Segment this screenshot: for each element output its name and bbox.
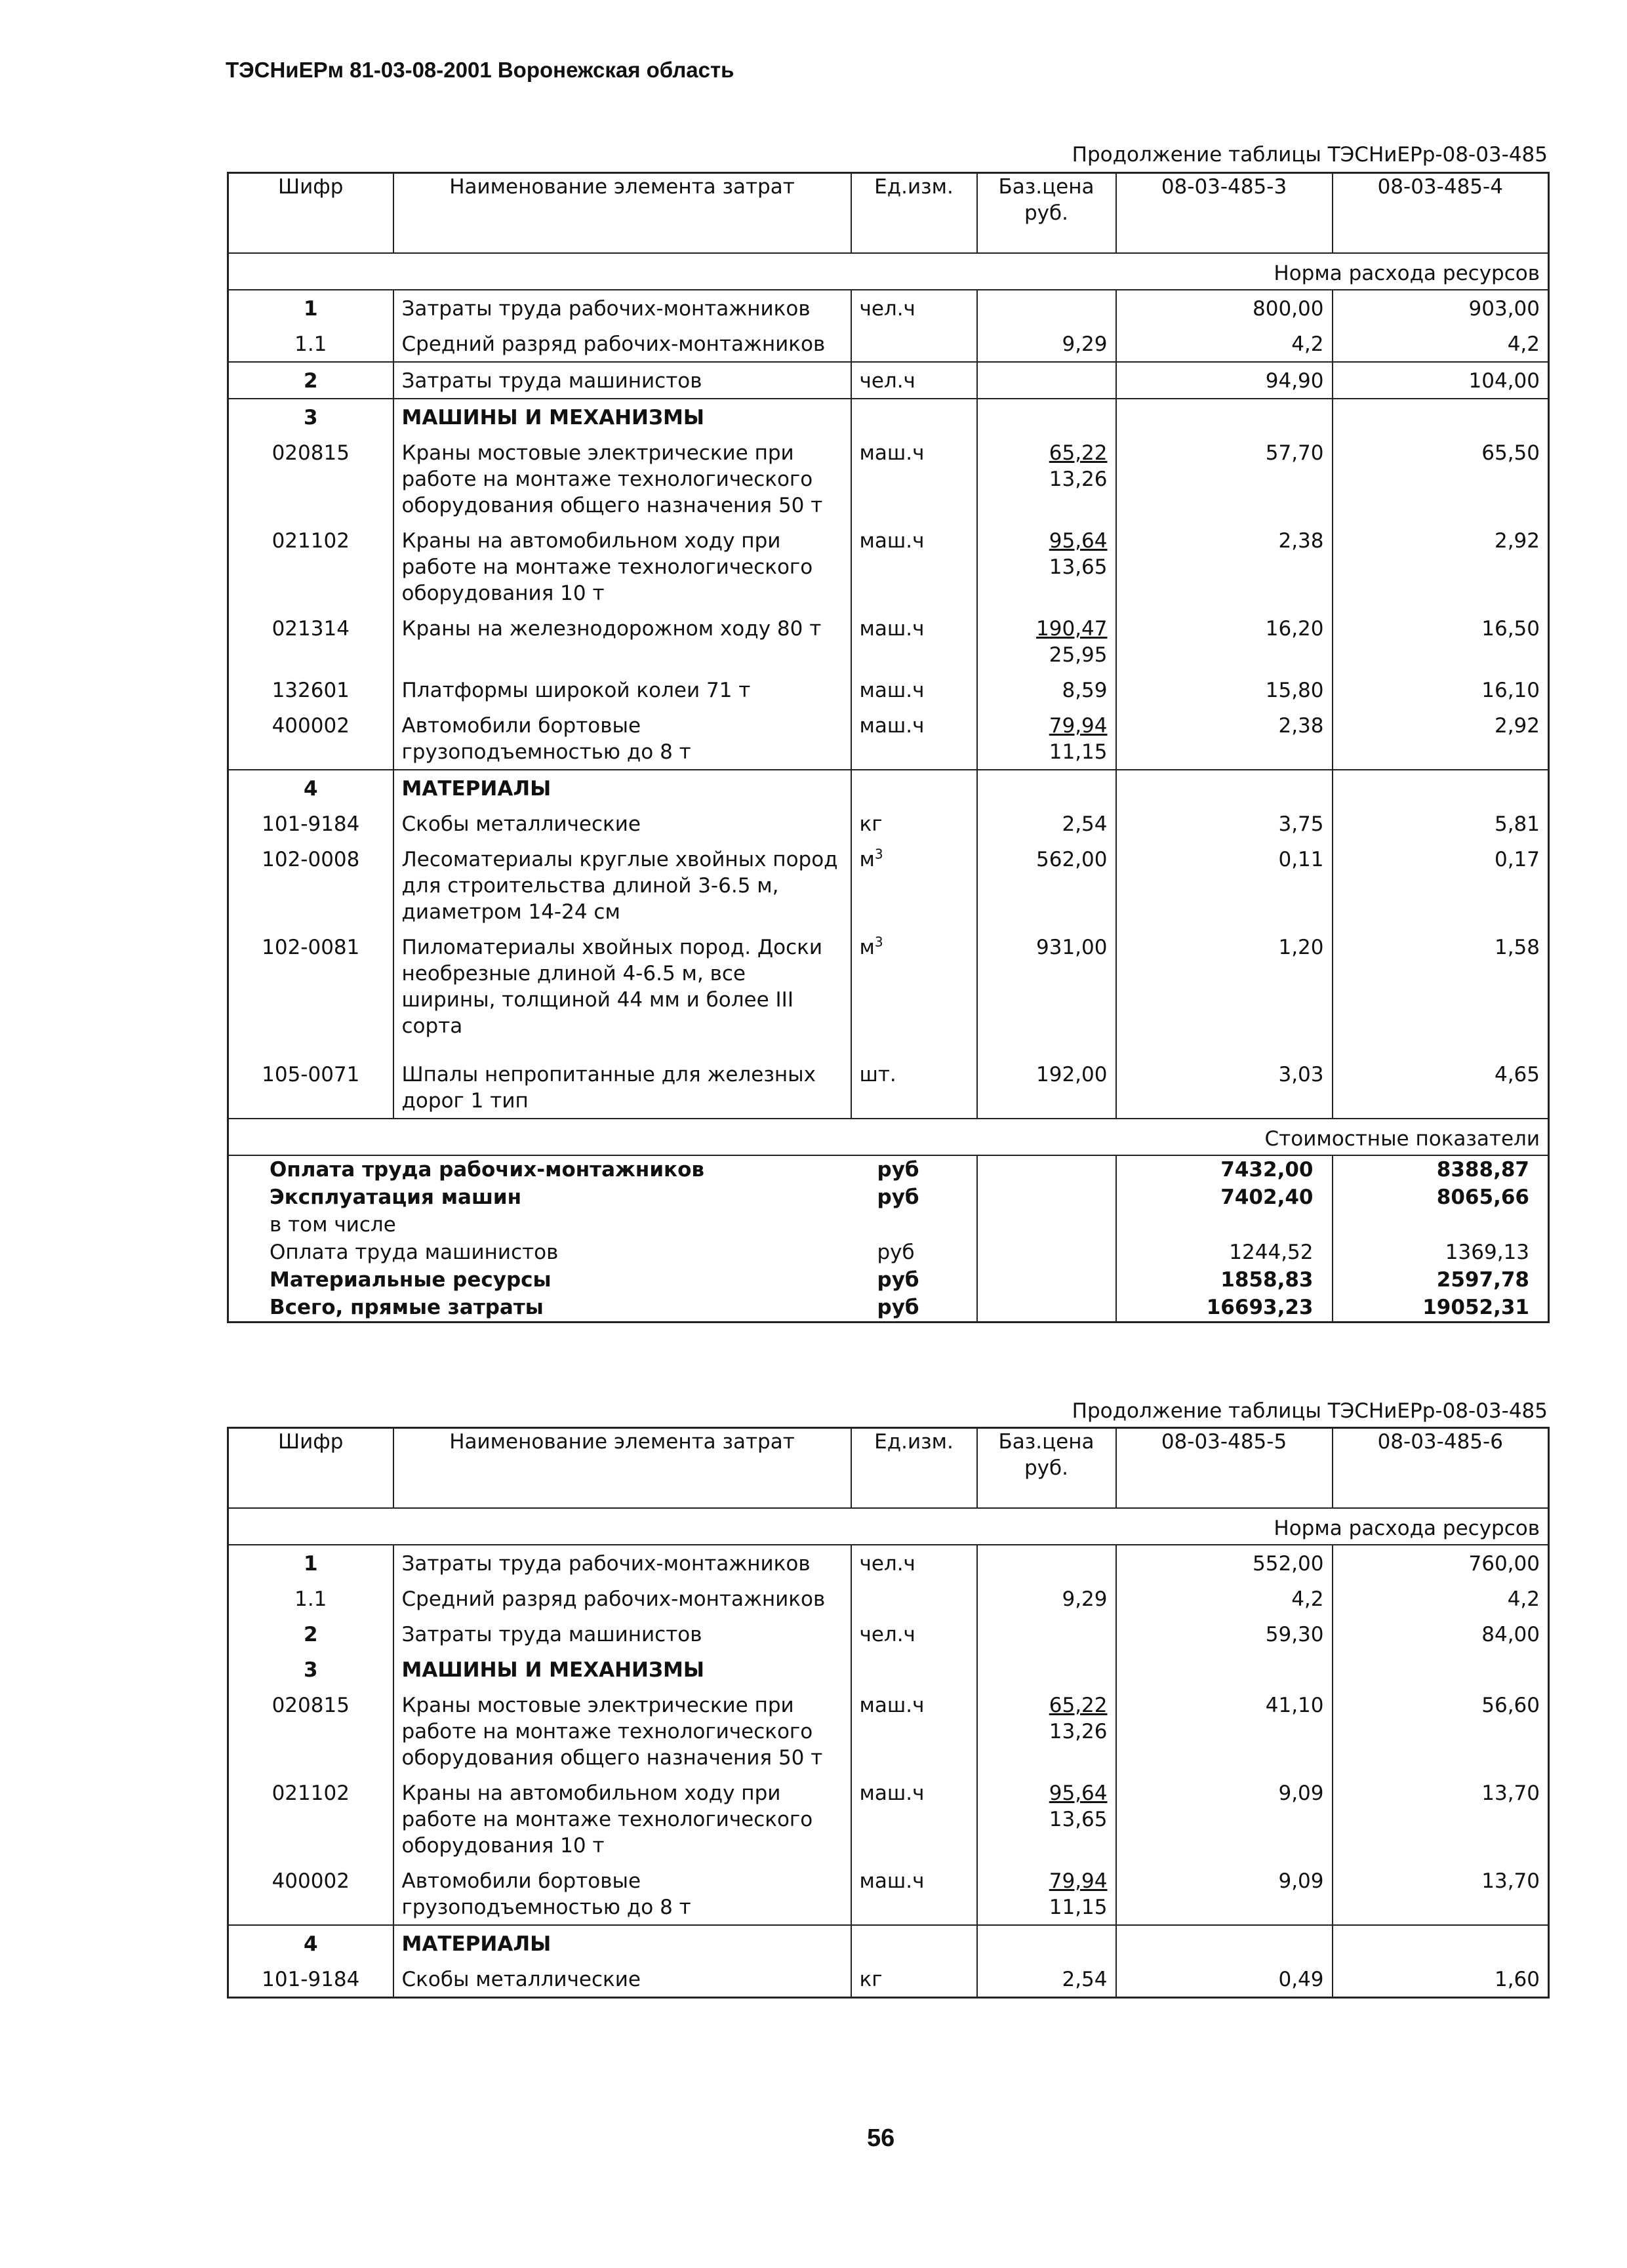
table-row [228, 326, 1549, 362]
price-value: 190,47 [1036, 617, 1108, 641]
cell-price [977, 1687, 1116, 1775]
cell-code: 400002 [228, 1863, 393, 1925]
table-row [228, 1581, 1549, 1616]
table-row [228, 1056, 1549, 1119]
cell-value-2 [1333, 1925, 1549, 1961]
cell-unit: кг [851, 1961, 977, 1998]
cell-value-2: 760,00 [1468, 1552, 1540, 1576]
summary-price [977, 1211, 1116, 1239]
cell-value-2: 104,00 [1333, 362, 1549, 399]
summary-value-1: 7402,40 [1116, 1184, 1333, 1211]
col-header-v2: 08-03-485-6 [1333, 1428, 1549, 1509]
table-row [228, 707, 1549, 770]
cell-unit [851, 399, 977, 435]
cell-name: Затраты труда машинистов [393, 362, 851, 399]
cell-name: МАШИНЫ И МЕХАНИЗМЫ [393, 399, 851, 435]
cell-unit: чел.ч [851, 1616, 977, 1652]
cell-name: Шпалы непропитанные для железных дорог 1 тип [393, 1056, 851, 1119]
summary-row [228, 1184, 1549, 1211]
cell-price [977, 806, 1116, 841]
table-row [228, 399, 1549, 435]
cell-unit [851, 1925, 977, 1961]
col-header-unit: Ед.изм. [851, 173, 977, 254]
cell-price [977, 707, 1116, 770]
cell-name: Краны на автомобильном ходу при работе на монтаже технологического оборудования 10 т [393, 523, 851, 610]
col-header-name: Наименование элемента затрат [393, 1428, 851, 1509]
cell-value-1: 9,09 [1116, 1775, 1333, 1863]
summary-unit: руб [851, 1294, 977, 1323]
cell-price [977, 929, 1116, 1043]
cell-unit [851, 929, 977, 1043]
cell-code: 2 [228, 1616, 393, 1652]
summary-row [228, 1155, 1549, 1184]
price-value: 9,29 [1062, 332, 1108, 356]
col-header-code: Шифр [228, 1428, 393, 1509]
cell-price [977, 362, 1116, 399]
cell-value-1: 800,00 [1116, 290, 1333, 326]
table-row [228, 1775, 1549, 1863]
price-wage-value: 11,15 [1049, 1896, 1108, 1919]
cell-unit: шт. [851, 1056, 977, 1119]
cell-name: МАТЕРИАЛЫ [393, 770, 851, 806]
summary-value-2 [1333, 1211, 1549, 1239]
cell-value-1: 1,20 [1116, 929, 1333, 1043]
cell-unit: кг [851, 806, 977, 841]
summary-name: Оплата труда машинистов [270, 1241, 559, 1264]
spacer-cell [977, 1043, 1116, 1056]
cell-name: Скобы металлические [393, 806, 851, 841]
cell-unit: маш.ч [851, 523, 977, 610]
cell-price [977, 1775, 1116, 1863]
cell-unit [851, 770, 977, 806]
cell-code: 132601 [228, 672, 393, 707]
cell-unit: чел.ч [851, 1545, 977, 1581]
summary-value-2: 2597,78 [1436, 1268, 1529, 1292]
header-row [228, 1428, 1549, 1509]
summary-row [228, 1211, 1549, 1239]
cell-value-1: 0,11 [1116, 841, 1333, 929]
col-header-v1: 08-03-485-5 [1116, 1428, 1333, 1509]
cell-value-1: 4,2 [1116, 1581, 1333, 1616]
cell-name: Краны мостовые электрические при работе на монтаже технологического оборудования общего назначения 50 т [393, 435, 851, 523]
cell-value-2: 2,92 [1494, 529, 1540, 553]
cell-name: Автомобили бортовые грузоподъемностью до 8 т [393, 707, 851, 770]
cell-price [977, 1545, 1116, 1581]
cell-code: 102-0008 [228, 841, 393, 929]
cell-price [977, 399, 1116, 435]
cell-value-2: 5,81 [1494, 812, 1540, 836]
section-norm-label: Норма расхода ресурсов [228, 1508, 1549, 1545]
summary-value-1 [1116, 1211, 1333, 1239]
table-row [228, 1652, 1549, 1687]
col-header-code: Шифр [228, 173, 393, 254]
cell-value-2: 16,10 [1481, 679, 1540, 702]
summary-value-2: 19052,31 [1422, 1296, 1529, 1319]
document-header: ТЭСНиЕРм 81-03-08-2001 Воронежская область [226, 58, 734, 82]
table-row [228, 1863, 1549, 1925]
table1-caption: Продолжение таблицы ТЭСНиЕРр-08-03-485 [1072, 143, 1548, 167]
table-row [228, 1687, 1549, 1775]
cell-value-1 [1116, 1652, 1333, 1687]
header-row [228, 173, 1549, 254]
unit-exponent: 3 [874, 846, 883, 862]
price-wage-value: 25,95 [1049, 643, 1108, 667]
spacer-row [228, 1043, 1549, 1056]
cell-code: 105-0071 [228, 1056, 393, 1119]
cell-value-2: 2,92 [1494, 714, 1540, 738]
price-value: 65,22 [1049, 441, 1108, 465]
cell-price [977, 290, 1116, 326]
cell-code: 101-9184 [228, 1961, 393, 1998]
cell-value-2 [1333, 770, 1549, 806]
summary-name: Эксплуатация машин [270, 1185, 522, 1209]
cell-price [977, 435, 1116, 523]
cell-code: 020815 [228, 435, 393, 523]
cell-name: МАШИНЫ И МЕХАНИЗМЫ [393, 1652, 851, 1687]
cell-price [977, 672, 1116, 707]
cell-value-2: 4,65 [1494, 1063, 1540, 1086]
cell-value-1 [1116, 770, 1333, 806]
cell-value-1: 16,20 [1116, 610, 1333, 672]
cell-value-2: 1,58 [1494, 936, 1540, 959]
unit-text: м [859, 936, 875, 959]
cell-value-1 [1116, 1925, 1333, 1961]
cell-value-2: 84,00 [1481, 1623, 1540, 1646]
cell-value-1 [1116, 399, 1333, 435]
price-value: 79,94 [1049, 714, 1108, 738]
cell-value-1: 2,38 [1116, 523, 1333, 610]
cell-code: 400002 [228, 707, 393, 770]
cell-unit: чел.ч [851, 362, 977, 399]
cell-name: Краны на железнодорожном ходу 80 т [393, 610, 851, 672]
summary-unit: руб [851, 1155, 977, 1184]
summary-row [228, 1294, 1549, 1323]
cell-code: 3 [228, 1652, 393, 1687]
cell-value-2: 13,70 [1481, 1781, 1540, 1805]
summary-price [977, 1155, 1116, 1184]
price-value: 9,29 [1062, 1587, 1108, 1611]
table-row [228, 435, 1549, 523]
cell-unit: маш.ч [851, 1775, 977, 1863]
cell-price [977, 841, 1116, 929]
table-row [228, 1545, 1549, 1581]
summary-price [977, 1266, 1116, 1294]
cell-value-1: 552,00 [1116, 1545, 1333, 1581]
cell-name: Пиломатериалы хвойных пород. Доски необрезные длиной 4-6.5 м, все ширины, толщиной 44 мм и более III сорта [393, 929, 851, 1043]
spacer-cell [1333, 1043, 1549, 1056]
col-header-v1: 08-03-485-3 [1116, 173, 1333, 254]
summary-value-1: 1858,83 [1116, 1266, 1333, 1294]
cell-value-1: 57,70 [1116, 435, 1333, 523]
cell-value-1: 2,38 [1116, 707, 1333, 770]
price-wage-value: 11,15 [1049, 740, 1108, 764]
col-header-price: Баз.цена руб. [977, 1428, 1116, 1509]
cell-code: 102-0081 [228, 929, 393, 1043]
table-row [228, 929, 1549, 1043]
cell-price [977, 1863, 1116, 1925]
cell-value-2: 65,50 [1481, 441, 1540, 465]
cell-code: 3 [228, 399, 393, 435]
cell-unit: маш.ч [851, 610, 977, 672]
cell-unit: маш.ч [851, 672, 977, 707]
table-row [228, 841, 1549, 929]
cell-value-2: 0,17 [1494, 848, 1540, 871]
price-value: 192,00 [1036, 1063, 1108, 1086]
cell-name: МАТЕРИАЛЫ [393, 1925, 851, 1961]
norm-table-2 [227, 1427, 1550, 1999]
cell-name: Лесоматериалы круглые хвойных пород для строительства длиной 3-6.5 м, диаметром 14-24 см [393, 841, 851, 929]
spacer-cell [228, 1043, 393, 1056]
section-row [228, 253, 1549, 290]
cell-value-1: 94,90 [1116, 362, 1333, 399]
summary-name: Всего, прямые затраты [270, 1296, 544, 1319]
table-row [228, 362, 1549, 399]
summary-value-1: 7432,00 [1116, 1155, 1333, 1184]
price-value: 8,59 [1062, 679, 1108, 702]
cell-price [977, 1056, 1116, 1119]
cell-value-1: 3,03 [1116, 1056, 1333, 1119]
spacer-cell [393, 1043, 851, 1056]
price-wage-value: 13,26 [1049, 1720, 1108, 1743]
summary-name: Оплата труда рабочих-монтажников [270, 1158, 704, 1182]
section-cost-label: Стоимостные показатели [228, 1119, 1549, 1155]
summary-value-2: 8065,66 [1436, 1185, 1529, 1209]
unit-text: м [859, 848, 875, 871]
summary-price [977, 1184, 1116, 1211]
cell-name: Средний разряд рабочих-монтажников [393, 326, 851, 362]
cell-code: 021102 [228, 523, 393, 610]
summary-unit: руб [851, 1266, 977, 1294]
summary-unit: руб [851, 1184, 977, 1211]
cell-price [977, 610, 1116, 672]
price-value: 95,64 [1049, 1781, 1108, 1805]
table-row [228, 672, 1549, 707]
cell-code: 1.1 [228, 326, 393, 362]
section-row [228, 1508, 1549, 1545]
cell-value-2: 56,60 [1481, 1694, 1540, 1717]
cell-value-1: 41,10 [1116, 1687, 1333, 1775]
norm-table-1 [227, 172, 1550, 1323]
price-value: 2,54 [1062, 812, 1108, 836]
cell-code: 021314 [228, 610, 393, 672]
cell-code: 1.1 [228, 1581, 393, 1616]
cell-price [977, 770, 1116, 806]
cell-code: 020815 [228, 1687, 393, 1775]
price-wage-value: 13,65 [1049, 1808, 1108, 1831]
summary-row [228, 1239, 1549, 1266]
summary-value-2: 8388,87 [1436, 1158, 1529, 1182]
cell-unit: маш.ч [851, 707, 977, 770]
summary-price [977, 1239, 1116, 1266]
table-row [228, 1925, 1549, 1961]
cell-value-1: 9,09 [1116, 1863, 1333, 1925]
table-row [228, 770, 1549, 806]
cell-unit: маш.ч [851, 1863, 977, 1925]
col-header-price: Баз.цена руб. [977, 173, 1116, 254]
cell-unit [851, 1581, 977, 1616]
summary-value-1: 16693,23 [1116, 1294, 1333, 1323]
cell-value-2: 4,2 [1507, 1587, 1540, 1611]
cell-value-2: 903,00 [1468, 297, 1540, 321]
cell-value-1: 4,2 [1116, 326, 1333, 362]
cell-name: Краны на автомобильном ходу при работе на монтаже технологического оборудования 10 т [393, 1775, 851, 1863]
summary-name: в том числе [270, 1213, 396, 1237]
section-row [228, 1119, 1549, 1155]
cell-price [977, 1616, 1116, 1652]
table-row [228, 523, 1549, 610]
col-header-v2: 08-03-485-4 [1333, 173, 1549, 254]
price-value: 2,54 [1062, 1968, 1108, 1991]
price-value: 931,00 [1036, 936, 1108, 959]
cell-price [977, 1925, 1116, 1961]
cell-name: Затраты труда машинистов [393, 1616, 851, 1652]
price-value: 65,22 [1049, 1694, 1108, 1717]
cell-price [977, 1652, 1116, 1687]
cell-code: 1 [228, 1545, 393, 1581]
summary-name: Материальные ресурсы [270, 1268, 552, 1292]
table2-caption: Продолжение таблицы ТЭСНиЕРр-08-03-485 [1072, 1399, 1548, 1423]
cell-name: Затраты труда рабочих-монтажников [393, 290, 851, 326]
table-row [228, 610, 1549, 672]
cell-value-2 [1333, 1652, 1549, 1687]
cell-code: 2 [228, 362, 393, 399]
cell-unit: маш.ч [851, 1687, 977, 1775]
table-row [228, 806, 1549, 841]
price-wage-value: 13,65 [1049, 555, 1108, 579]
price-value: 562,00 [1036, 848, 1108, 871]
cell-unit: чел.ч [851, 290, 977, 326]
spacer-cell [1116, 1043, 1333, 1056]
summary-value-2: 1369,13 [1445, 1241, 1529, 1264]
cell-price [977, 326, 1116, 362]
cell-code: 4 [228, 1925, 393, 1961]
cell-name: Платформы широкой колеи 71 т [393, 672, 851, 707]
cell-value-2 [1333, 399, 1549, 435]
spacer-cell [851, 1043, 977, 1056]
cell-name: Скобы металлические [393, 1961, 851, 1998]
cell-unit [851, 841, 977, 929]
cell-unit [851, 326, 977, 362]
col-header-unit: Ед.изм. [851, 1428, 977, 1509]
cell-code: 101-9184 [228, 806, 393, 841]
price-value: 79,94 [1049, 1869, 1108, 1893]
cell-name: Автомобили бортовые грузоподъемностью до 8 т [393, 1863, 851, 1925]
col-header-name: Наименование элемента затрат [393, 173, 851, 254]
table-row [228, 1616, 1549, 1652]
cell-name: Затраты труда рабочих-монтажников [393, 1545, 851, 1581]
cell-value-1: 15,80 [1116, 672, 1333, 707]
cell-value-1: 59,30 [1116, 1616, 1333, 1652]
cell-unit [851, 1652, 977, 1687]
summary-unit: руб [851, 1239, 977, 1266]
cell-value-2: 16,50 [1481, 617, 1540, 641]
cell-value-1: 0,49 [1116, 1961, 1333, 1998]
cell-code: 4 [228, 770, 393, 806]
cell-price [977, 1581, 1116, 1616]
price-wage-value: 13,26 [1049, 468, 1108, 491]
unit-exponent: 3 [874, 934, 883, 950]
cell-value-1: 3,75 [1116, 806, 1333, 841]
cell-code: 021102 [228, 1775, 393, 1863]
page-number: 56 [867, 2124, 895, 2152]
cell-name: Краны мостовые электрические при работе на монтаже технологического оборудования общего назначения 50 т [393, 1687, 851, 1775]
cell-value-2: 13,70 [1481, 1869, 1540, 1893]
cell-code: 1 [228, 290, 393, 326]
cell-name: Средний разряд рабочих-монтажников [393, 1581, 851, 1616]
summary-value-1: 1244,52 [1116, 1239, 1333, 1266]
summary-unit [851, 1211, 977, 1239]
price-value: 95,64 [1049, 529, 1108, 553]
summary-price [977, 1294, 1116, 1323]
summary-row [228, 1266, 1549, 1294]
cell-value-2: 4,2 [1507, 332, 1540, 356]
cell-price [977, 523, 1116, 610]
cell-value-2: 1,60 [1494, 1968, 1540, 1991]
cell-unit: маш.ч [851, 435, 977, 523]
table-row [228, 290, 1549, 326]
section-norm-label: Норма расхода ресурсов [228, 253, 1549, 290]
table-row [228, 1961, 1549, 1998]
cell-price [977, 1961, 1116, 1998]
